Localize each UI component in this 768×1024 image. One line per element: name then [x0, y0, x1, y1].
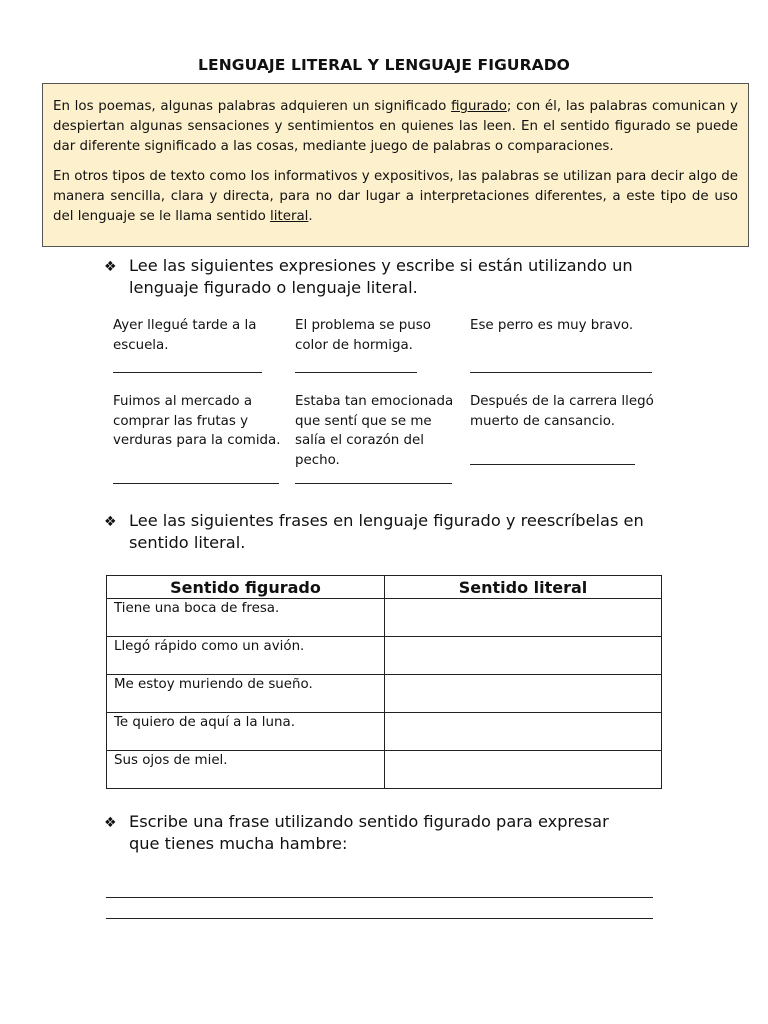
table-row — [107, 751, 662, 789]
instruction-text: Lee las siguientes frases en lenguaje figurado y reescríbelas en sentido literal. — [129, 511, 644, 552]
instruction-text: Escribe una frase utilizando sentido figurado para expresar que tienes mucha hambre: — [129, 812, 609, 853]
instruction-text: Lee las siguientes expresiones y escribe si están utilizando un lenguaje figurado o lenguaje literal. — [129, 256, 633, 297]
instruction-1 — [104, 255, 644, 299]
intro-box — [42, 83, 749, 247]
figurative-phrase-cell: Tiene una boca de fresa. — [107, 599, 385, 637]
literal-answer-cell[interactable] — [385, 713, 662, 751]
answer-line-6[interactable] — [470, 464, 635, 465]
intro-paragraph-1 — [53, 97, 738, 157]
answer-line-4[interactable] — [113, 483, 279, 484]
bullet-icon: ❖ — [104, 259, 117, 275]
literal-answer-cell[interactable] — [385, 637, 662, 675]
figurative-phrase-cell: Llegó rápido como un avión. — [107, 637, 385, 675]
table-row — [107, 599, 662, 637]
expression-3: Ese perro es muy bravo. — [470, 318, 634, 333]
answer-line-sentence-1[interactable] — [106, 897, 653, 898]
intro-text: ; con él, las palabras comunican y despiertan algunas sensaciones y sentimientos en quienes las leen. En el sentido figurado se puede dar diferente significado a las cosas, mediante juego de palabras o comparaciones. — [53, 99, 738, 154]
instruction-3 — [104, 811, 644, 855]
intro-text: . — [308, 209, 313, 224]
figurative-phrase-cell: Sus ojos de miel. — [107, 751, 385, 789]
bullet-icon: ❖ — [104, 514, 117, 530]
intro-text: En los poemas, algunas palabras adquieren un significado — [53, 99, 452, 114]
intro-text: En otros tipos de texto como los informativos y expositivos, las palabras se utilizan para decir algo de manera sencilla, clara y directa, para no dar lugar a interpretaciones diferentes, a este tipo de uso del lenguaje se le llama sentido — [53, 169, 738, 224]
answer-line-1[interactable] — [113, 372, 262, 373]
table-row — [107, 637, 662, 675]
answer-line-2[interactable] — [295, 372, 417, 373]
table-row — [107, 675, 662, 713]
answer-line-3[interactable] — [470, 372, 652, 373]
column-header-figurado: Sentido figurado — [107, 576, 385, 599]
expression-2: El problema se puso color de hormiga. — [295, 318, 431, 353]
answer-line-5[interactable] — [295, 483, 452, 484]
phrases-table — [106, 575, 662, 789]
literal-answer-cell[interactable] — [385, 599, 662, 637]
expression-1: Ayer llegué tarde a la escuela. — [113, 318, 257, 353]
underlined-term-figurado: figurado — [451, 99, 507, 114]
answer-line-sentence-2[interactable] — [106, 918, 653, 919]
underlined-term-literal: literal — [270, 209, 309, 224]
table-header-row — [107, 576, 662, 599]
literal-answer-cell[interactable] — [385, 675, 662, 713]
figurative-phrase-cell: Me estoy muriendo de sueño. — [107, 675, 385, 713]
literal-answer-cell[interactable] — [385, 751, 662, 789]
expression-4: Fuimos al mercado a comprar las frutas y verduras para la comida. — [113, 394, 281, 448]
instruction-2 — [104, 510, 644, 554]
figurative-phrase-cell: Te quiero de aquí a la luna. — [107, 713, 385, 751]
expression-5: Estaba tan emocionada que sentí que se me salía el corazón del pecho. — [295, 394, 454, 468]
intro-paragraph-2 — [53, 167, 738, 227]
column-header-literal: Sentido literal — [385, 576, 662, 599]
bullet-icon: ❖ — [104, 815, 117, 831]
table-row — [107, 713, 662, 751]
expression-6: Después de la carrera llegó muerto de cansancio. — [470, 394, 654, 429]
worksheet-title: LENGUAJE LITERAL Y LENGUAJE FIGURADO — [198, 56, 570, 74]
